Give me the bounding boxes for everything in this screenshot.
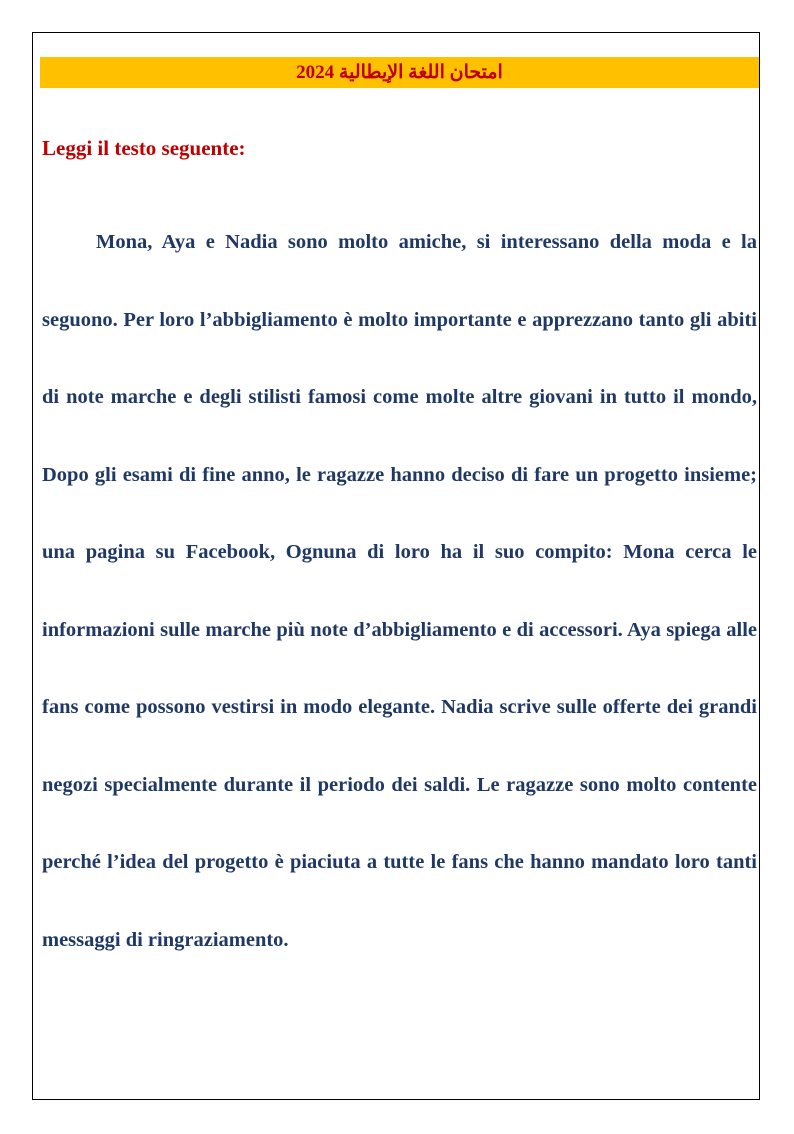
exam-title-bar — [40, 57, 759, 88]
exam-title: امتحان اللغة الإيطالية 2024 — [296, 62, 503, 83]
reading-passage: Mona, Aya e Nadia sono molto amiche, si interessano della moda e la seguono. Per loro l’abbigliamento è molto importante e apprezzano tanto gli abiti di note marche e degli stilisti famosi come molte altre giovani in tutto il mondo, Dopo gli esami di fine anno, le ragazze hanno deciso di fare un progetto insieme; una pagina su Facebook, Ognuna di loro ha il suo compito: Mona cerca le informazioni sulle marche più note d’abbigliamento e di accessori. Aya spiega alle fans come possono vestirsi in modo elegante. Nadia scrive sulle offerte dei grandi negozi specialmente durante il periodo dei saldi. Le ragazze sono molto contente perché l’idea del progetto è piaciuta a tutte le fans che hanno mandato loro tanti messaggi di ringraziamento. — [42, 231, 757, 951]
reading-instruction: Leggi il testo seguente: — [42, 136, 246, 160]
